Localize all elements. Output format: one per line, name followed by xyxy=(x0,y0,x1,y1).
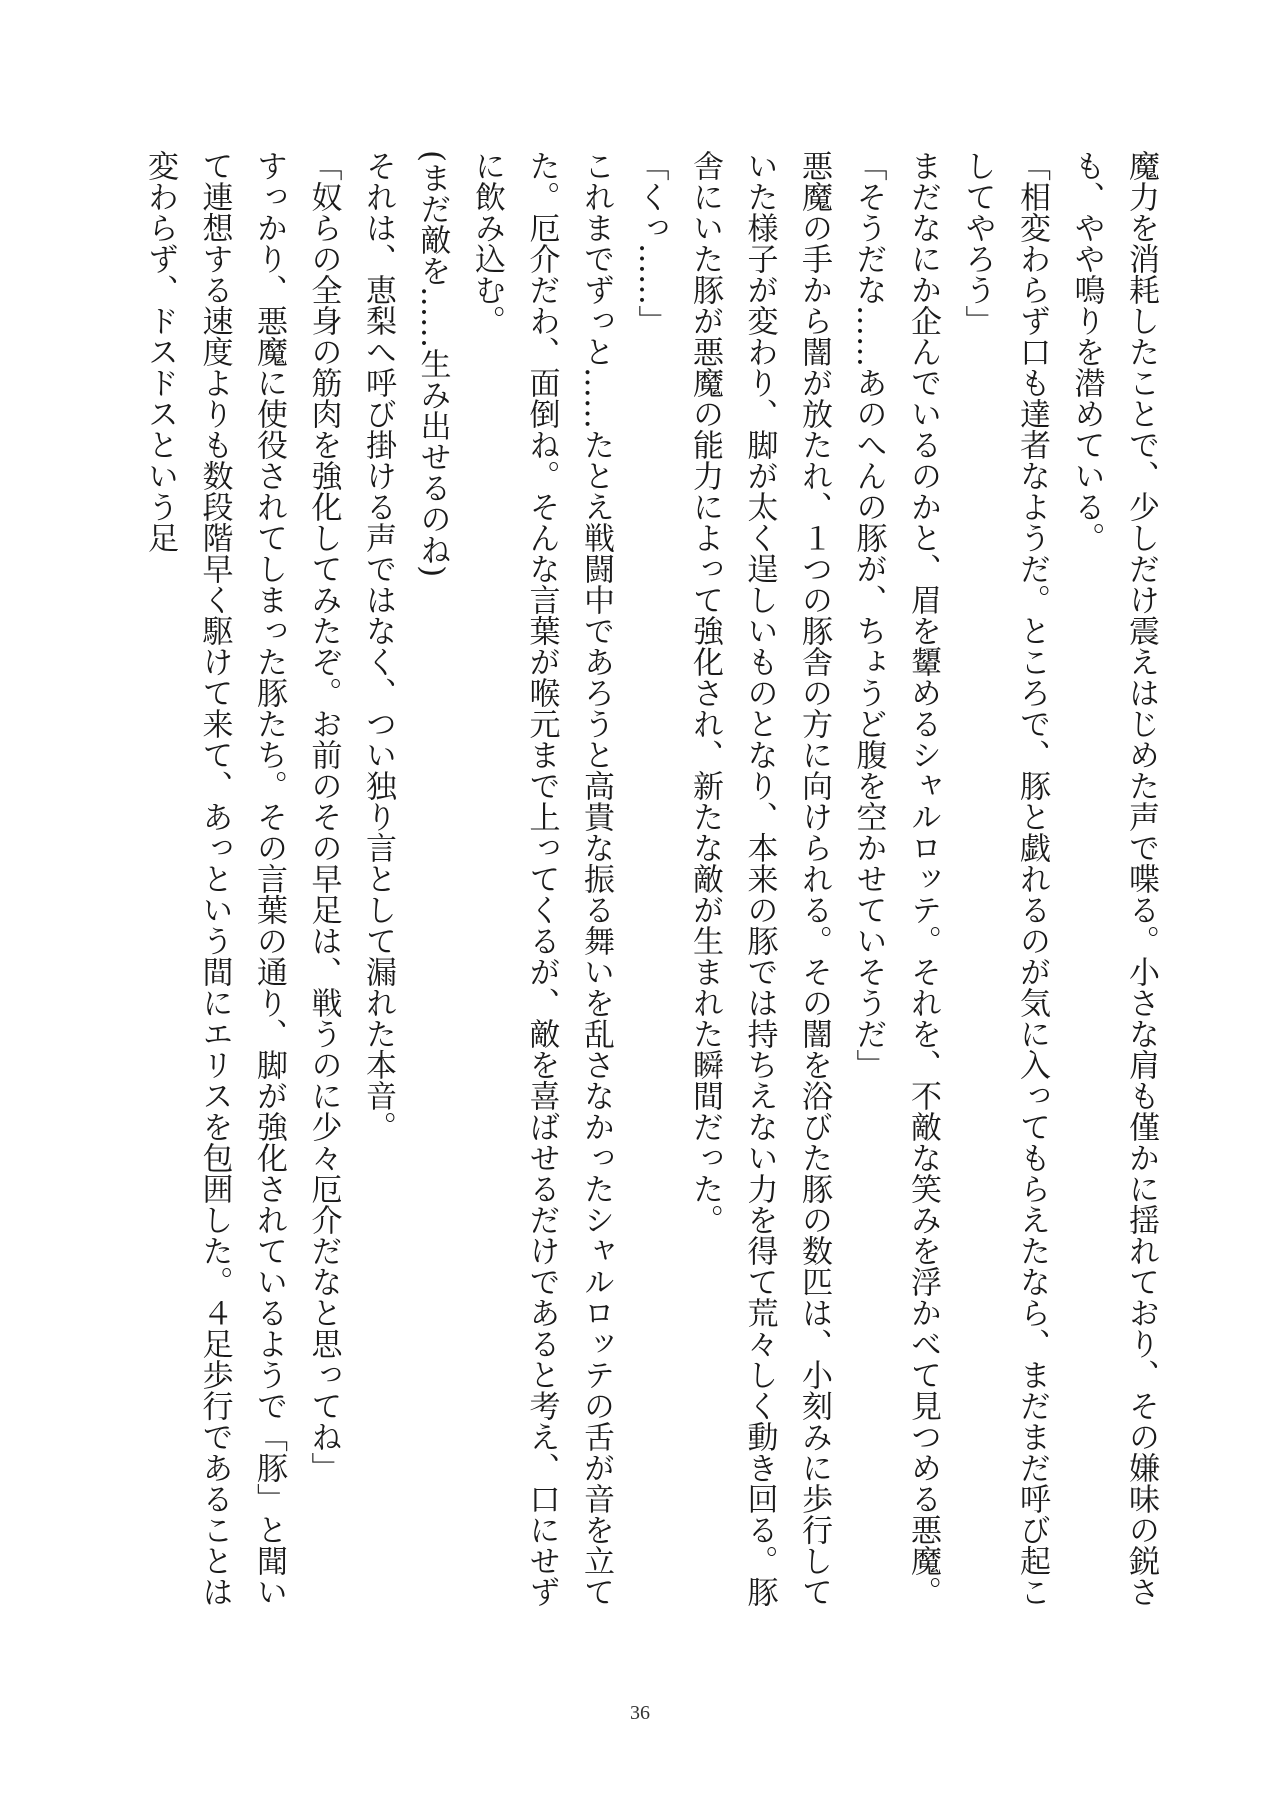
paragraph-7: これまでずっと……たとえ戦闘中であろうと高貴な振る舞いを乱さなかったシャルロッテの舌が音を立てた。厄介だわ、面倒ね。そんな言葉が喉元まで上ってくるが、敵を喜ばせるだけであると考え、口にせずに飲み込む。 xyxy=(469,150,614,1607)
paragraph-1: 魔力を消耗したことで、少しだけ震えはじめた声で喋る。小さな肩も僅かに揺れており、その嫌味の鋭さも、やや鳴りを潜めている。 xyxy=(1068,150,1159,1607)
paragraph-10: 「奴らの全身の筋肉を強化してみたぞ。お前のその早足は、戦うのに少々厄介だなと思ってね」 xyxy=(305,150,342,1483)
paragraph-5: 悪魔の手から闇が放たれ、１つの豚舎の方に向けられる。その闇を浴びた豚の数匹は、小刻みに歩行していた様子が変わり、脚が太く逞しいものとなり、本来の豚では持ちえない力を得て荒々しく動き回る。豚舎にいた豚が悪魔の能力によって強化され、新たな敵が生まれた瞬間だった。 xyxy=(687,150,832,1607)
page-number: 36 xyxy=(630,1702,650,1724)
paragraph-2: 「相変わらず口も達者なようだ。ところで、豚と戯れるのが気に入ってもらえたなら、まだまだ呼び起こしてやろう」 xyxy=(959,150,1050,1607)
paragraph-11: すっかり、悪魔に使役されてしまった豚たち。その言葉の通り、脚が強化されているようで「豚」と聞いて連想する速度よりも数段階早く駆けて来て、あっという間にエリスを包囲した。４足歩行であることは変わらず、ドスドスという足 xyxy=(142,150,287,1607)
paragraph-4: 「そうだな……あのへんの豚が、ちょうど腹を空かせていそうだ」 xyxy=(850,150,887,1080)
paragraph-6: 「くっ……」 xyxy=(632,150,669,336)
paragraph-3: まだなにか企んでいるのかと、眉を顰めるシャルロッテ。それを、不敵な笑みを浮かべて見つめる悪魔。 xyxy=(905,150,941,1607)
paragraph-8: (まだ敵を……生み出せるのね) xyxy=(414,150,451,578)
paragraph-9: それは、恵梨へ呼び掛ける声ではなく、つい独り言として漏れた本音。 xyxy=(360,150,396,1142)
vertical-text-body xyxy=(98,150,1168,1630)
